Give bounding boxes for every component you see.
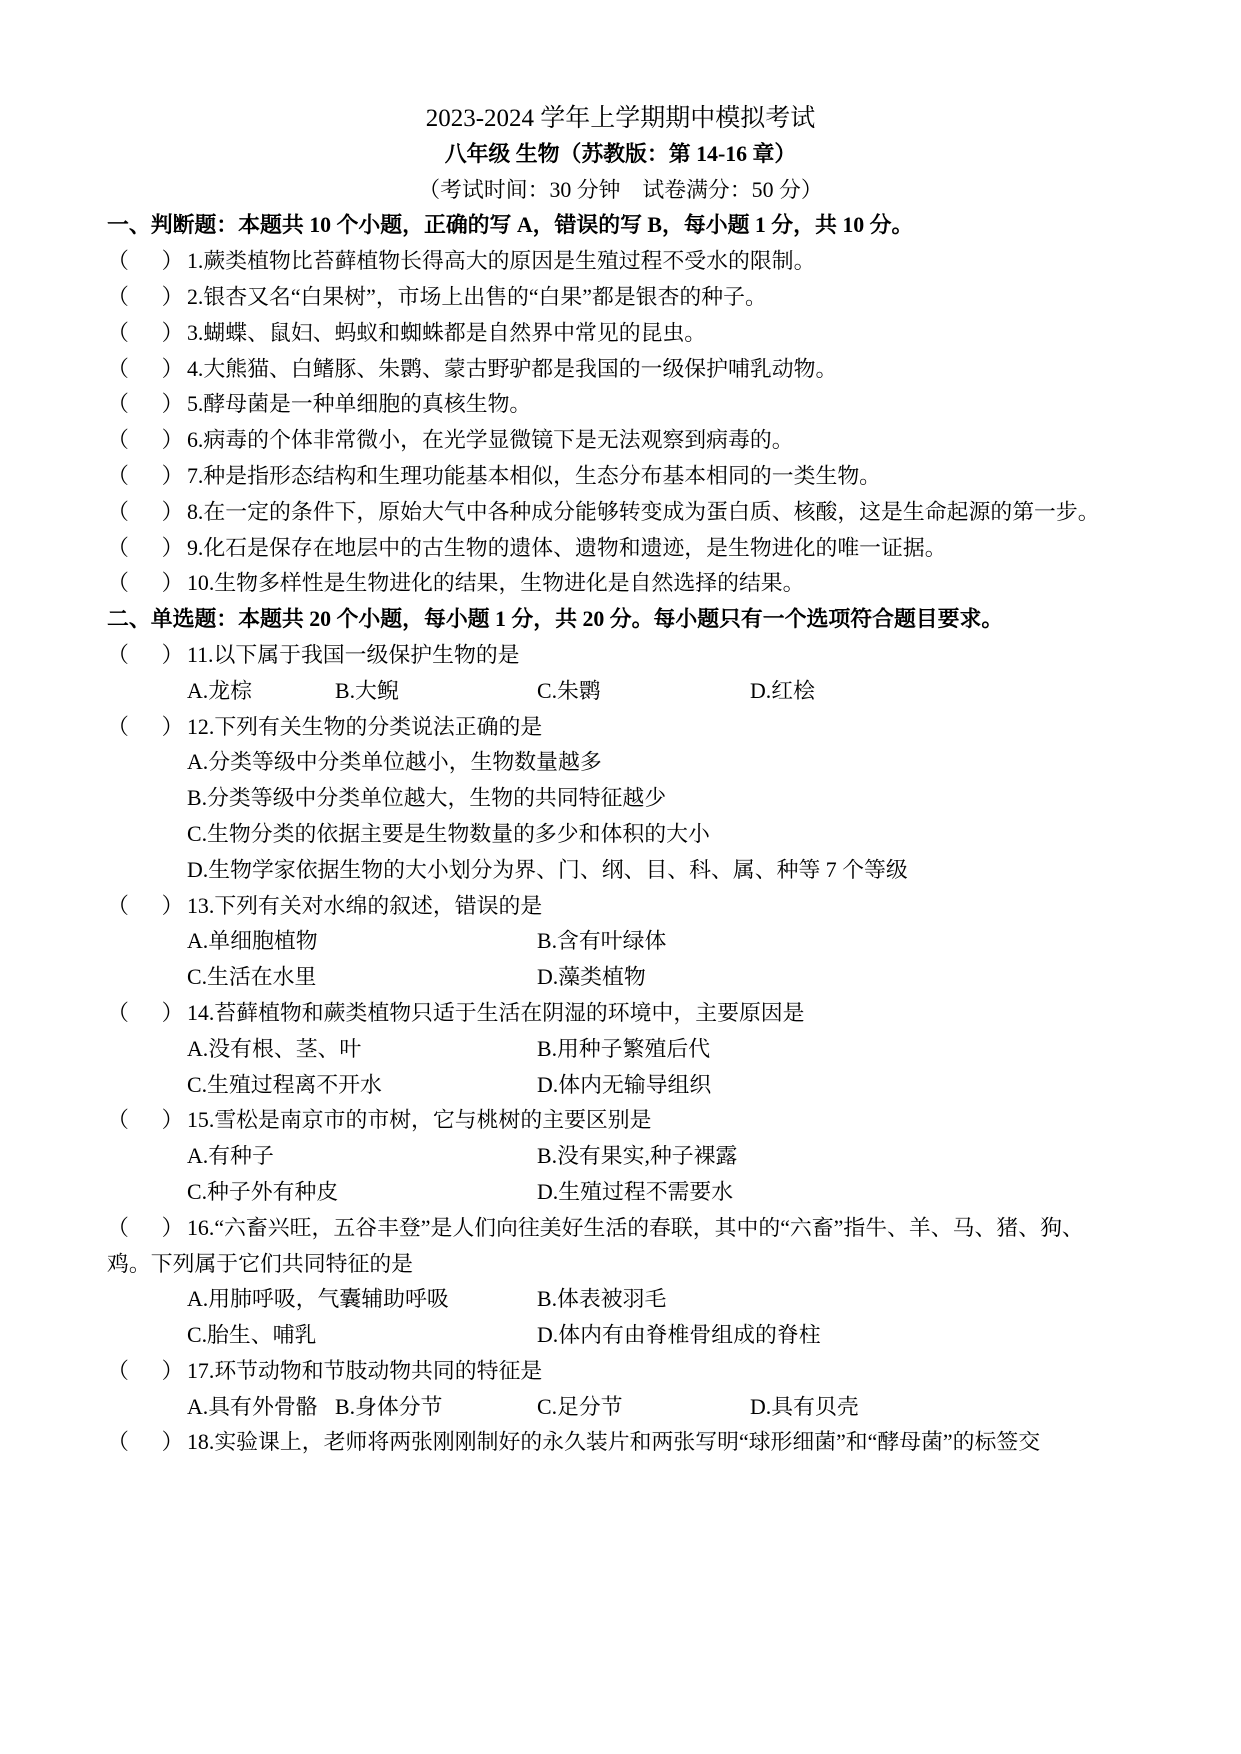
question-12-option-d-row bbox=[0, 853, 1241, 889]
option-a: A.用肺呼吸，气囊辅助呼吸 bbox=[187, 1287, 449, 1312]
option-b: B.用种子繁殖后代 bbox=[537, 1036, 711, 1061]
question-13-options-ab bbox=[0, 924, 1241, 960]
question-7 bbox=[0, 459, 1241, 495]
question-text: 16.“六畜兴旺，五谷丰登”是人们向往美好生活的春联，其中的“六畜”指牛、羊、马、猪、狗、 bbox=[187, 1215, 1084, 1240]
option-b: B.体表被羽毛 bbox=[537, 1287, 667, 1312]
question-text: 6.病毒的个体非常微小，在光学显微镜下是无法观察到病毒的。 bbox=[187, 428, 794, 453]
answer-blank: （ ） bbox=[107, 499, 184, 524]
exam-title: 2023-2024 学年上学期期中模拟考试 bbox=[425, 105, 816, 132]
question-12-option-a-row bbox=[0, 745, 1241, 781]
option-d: D.生殖过程不需要水 bbox=[537, 1179, 734, 1204]
option-c: C.朱鹮 bbox=[537, 678, 601, 703]
question-text: 9.化石是保存在地层中的古生物的遗体、遗物和遗迹，是生物进化的唯一证据。 bbox=[187, 535, 947, 560]
option-c: C.胎生、哺乳 bbox=[187, 1323, 317, 1348]
option-c: C.种子外有种皮 bbox=[187, 1179, 339, 1204]
option-d: D.生物学家依据生物的大小划分为界、门、纲、目、科、属、种等 7 个等级 bbox=[187, 857, 908, 882]
option-a: A.有种子 bbox=[187, 1144, 274, 1169]
question-11 bbox=[0, 638, 1241, 674]
section-true-false bbox=[0, 208, 1241, 602]
option-b: B.含有叶绿体 bbox=[537, 929, 667, 954]
answer-blank: （ ） bbox=[107, 249, 184, 274]
answer-blank: （ ） bbox=[107, 284, 184, 309]
answer-blank: （ ） bbox=[107, 571, 184, 596]
section-heading: 一、判断题：本题共 10 个小题，正确的写 A，错误的写 B，每小题 1 分，共 10 分。 bbox=[107, 213, 914, 238]
question-5 bbox=[0, 387, 1241, 423]
question-text: 11.以下属于我国一级保护生物的是 bbox=[187, 642, 520, 667]
question-11-options bbox=[0, 674, 1241, 710]
question-15-options-cd bbox=[0, 1175, 1241, 1211]
question-text: 14.苔藓植物和蕨类植物只适于生活在阴湿的环境中，主要原因是 bbox=[187, 1000, 805, 1025]
question-1 bbox=[0, 244, 1241, 280]
question-text: 15.雪松是南京市的市树，它与桃树的主要区别是 bbox=[187, 1108, 652, 1133]
question-15-options-ab bbox=[0, 1139, 1241, 1175]
question-13 bbox=[0, 889, 1241, 925]
question-8 bbox=[0, 495, 1241, 531]
question-16-options-cd bbox=[0, 1318, 1241, 1354]
question-6 bbox=[0, 423, 1241, 459]
option-a: A.具有外骨骼 bbox=[187, 1394, 318, 1419]
question-9 bbox=[0, 531, 1241, 567]
option-c: C.生殖过程离不开水 bbox=[187, 1072, 382, 1097]
question-text: 4.大熊猫、白鳍豚、朱鹮、蒙古野驴都是我国的一级保护哺乳动物。 bbox=[187, 356, 838, 381]
exam-subtitle: 八年级 生物（苏教版：第 14-16 章） bbox=[444, 141, 797, 166]
option-a: A.分类等级中分类单位越小，生物数量越多 bbox=[187, 750, 602, 775]
option-a: A.单细胞植物 bbox=[187, 929, 318, 954]
answer-blank: （ ） bbox=[107, 356, 184, 381]
question-12-option-c-row bbox=[0, 817, 1241, 853]
question-text: 5.酵母菌是一种单细胞的真核生物。 bbox=[187, 392, 532, 417]
question-18 bbox=[0, 1425, 1241, 1461]
question-14-options-cd bbox=[0, 1068, 1241, 1104]
option-d: D.具有贝壳 bbox=[750, 1394, 859, 1419]
option-a: A.龙棕 bbox=[187, 678, 252, 703]
answer-blank: （ ） bbox=[107, 535, 184, 560]
question-17 bbox=[0, 1354, 1241, 1390]
question-text: 2.银杏又名“白果树”，市场上出售的“白果”都是银杏的种子。 bbox=[187, 284, 767, 309]
question-15 bbox=[0, 1103, 1241, 1139]
answer-blank: （ ） bbox=[107, 392, 184, 417]
question-12 bbox=[0, 710, 1241, 746]
option-d: D.体内有由脊椎骨组成的脊柱 bbox=[537, 1323, 821, 1348]
question-13-options-cd bbox=[0, 960, 1241, 996]
option-d: D.藻类植物 bbox=[537, 965, 646, 990]
question-16-options-ab bbox=[0, 1282, 1241, 1318]
option-b: B.大鲵 bbox=[335, 678, 399, 703]
question-2 bbox=[0, 280, 1241, 316]
answer-blank: （ ） bbox=[107, 642, 184, 667]
question-text: 18.实验课上，老师将两张刚刚制好的永久装片和两张写明“球形细菌”和“酵母菌”的标签交 bbox=[187, 1430, 1041, 1455]
question-text: 13.下列有关对水绵的叙述，错误的是 bbox=[187, 893, 543, 918]
option-b: B.身体分节 bbox=[335, 1394, 443, 1419]
question-text: 12.下列有关生物的分类说法正确的是 bbox=[187, 714, 543, 739]
question-12-option-b-row bbox=[0, 781, 1241, 817]
question-text: 3.蝴蝶、鼠妇、蚂蚁和蜘蛛都是自然界中常见的昆虫。 bbox=[187, 320, 707, 345]
answer-blank: （ ） bbox=[107, 1430, 184, 1455]
question-text-continued: 鸡。下列属于它们共同特征的是 bbox=[107, 1251, 414, 1276]
answer-blank: （ ） bbox=[107, 1000, 184, 1025]
option-c: C.生活在水里 bbox=[187, 965, 317, 990]
section-single-choice bbox=[0, 602, 1241, 1461]
answer-blank: （ ） bbox=[107, 1215, 184, 1240]
question-17-options bbox=[0, 1390, 1241, 1426]
question-text: 8.在一定的条件下，原始大气中各种成分能够转变成为蛋白质、核酸，这是生命起源的第一步。 bbox=[187, 499, 1100, 524]
question-4 bbox=[0, 352, 1241, 388]
question-16-continued bbox=[0, 1247, 1241, 1283]
question-text: 10.生物多样性是生物进化的结果，生物进化是自然选择的结果。 bbox=[187, 571, 805, 596]
question-text: 17.环节动物和节肢动物共同的特征是 bbox=[187, 1358, 543, 1383]
question-10 bbox=[0, 566, 1241, 602]
exam-info: （考试时间：30 分钟 试卷满分：50 分） bbox=[418, 177, 823, 202]
question-14 bbox=[0, 996, 1241, 1032]
answer-blank: （ ） bbox=[107, 428, 184, 453]
answer-blank: （ ） bbox=[107, 1108, 184, 1133]
option-c: C.足分节 bbox=[537, 1394, 623, 1419]
question-14-options-ab bbox=[0, 1032, 1241, 1068]
answer-blank: （ ） bbox=[107, 320, 184, 345]
option-b: B.没有果实,种子裸露 bbox=[537, 1144, 738, 1169]
answer-blank: （ ） bbox=[107, 893, 184, 918]
question-text: 7.种是指形态结构和生理功能基本相似，生态分布基本相同的一类生物。 bbox=[187, 463, 882, 488]
option-c: C.生物分类的依据主要是生物数量的多少和体积的大小 bbox=[187, 821, 710, 846]
answer-blank: （ ） bbox=[107, 463, 184, 488]
option-d: D.体内无输导组织 bbox=[537, 1072, 712, 1097]
question-3 bbox=[0, 316, 1241, 352]
answer-blank: （ ） bbox=[107, 714, 184, 739]
question-16 bbox=[0, 1211, 1241, 1247]
option-b: B.分类等级中分类单位越大，生物的共同特征越少 bbox=[187, 786, 667, 811]
option-d: D.红桧 bbox=[750, 678, 815, 703]
question-text: 1.蕨类植物比苔藓植物长得高大的原因是生殖过程不受水的限制。 bbox=[187, 249, 816, 274]
answer-blank: （ ） bbox=[107, 1358, 184, 1383]
section-heading: 二、单选题：本题共 20 个小题，每小题 1 分，共 20 分。每小题只有一个选项符合题目要求。 bbox=[107, 607, 1004, 632]
option-a: A.没有根、茎、叶 bbox=[187, 1036, 362, 1061]
